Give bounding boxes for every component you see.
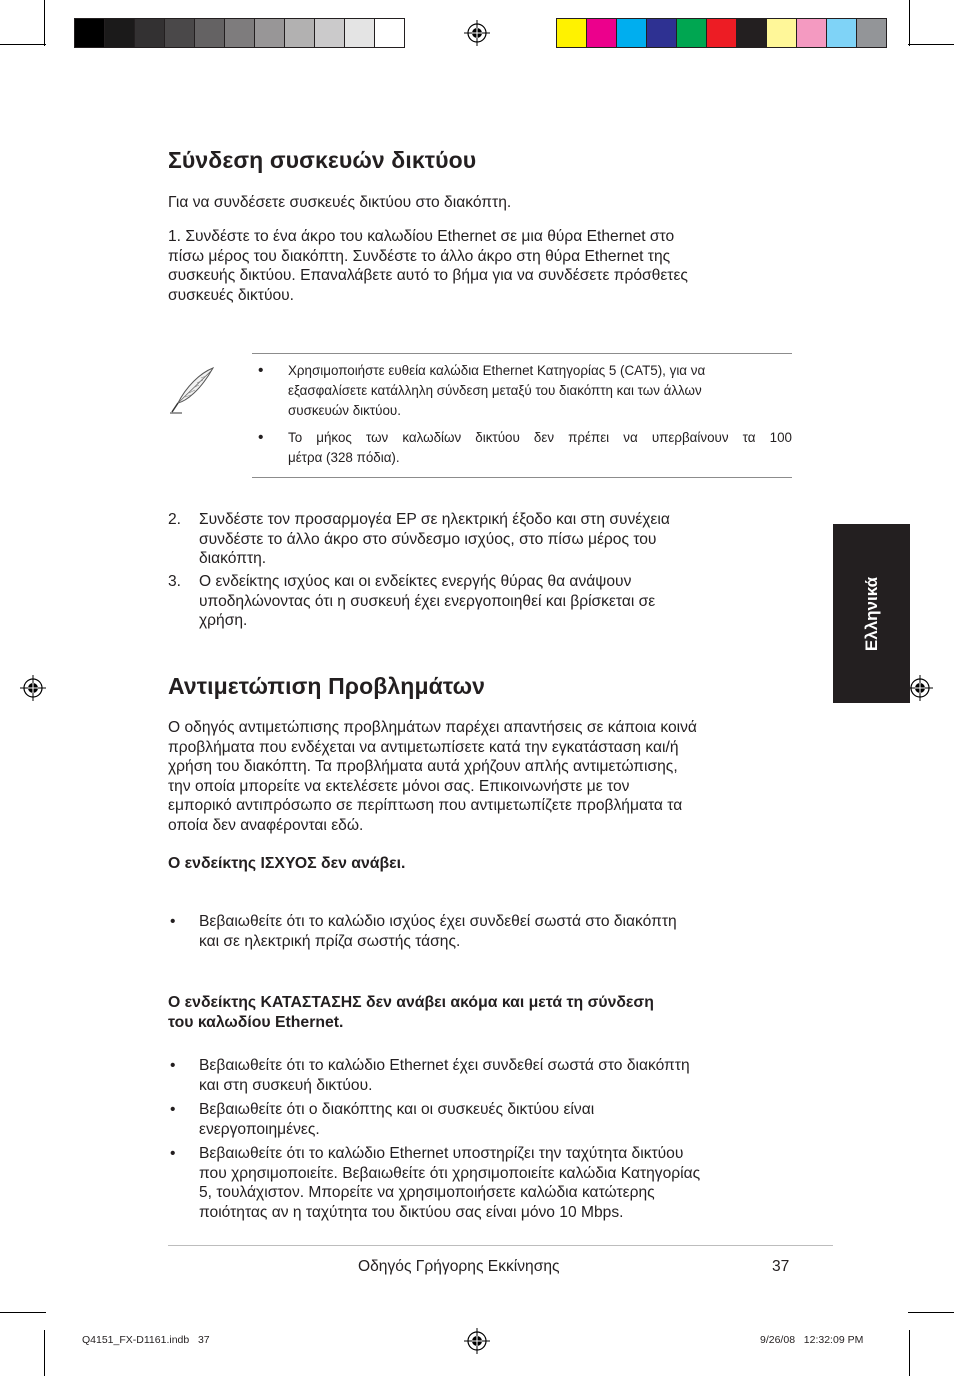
color-swatch (796, 19, 826, 47)
section-intro: Για να συνδέσετε συσκευές δικτύου στο διακόπτη. (168, 194, 512, 211)
crop-mark (909, 0, 910, 46)
note-bullet-glyph: • (258, 429, 264, 446)
language-label: Ελληνικά (861, 576, 881, 651)
gray-swatch (284, 19, 314, 47)
registration-target-icon (20, 675, 46, 701)
color-swatch (586, 19, 616, 47)
gray-swatch (104, 19, 134, 47)
registration-target-icon (464, 1328, 490, 1354)
problem2-bullet-3: Βεβαιωθείτε ότι το καλώδιο Ethernet υποστηρίζει την ταχύτητα δικτύου που χρησιμοποιείτε. Βεβαιωθείτε ότι χρησιμοποιείτε καλώδια Κατηγορίας 5, τουλάχιστον. Μπορείτε να χρησιμοποιήσετε καλώδια κατώτερης ποιότητας αν η ταχύτητα του δικτύου σας είναι μόνο 10 Mbps. (199, 1145, 701, 1221)
step-2: Συνδέστε τον προσαρμογέα ΕΡ σε ηλεκτρική έξοδο και στη συνέχεια συνδέστε το άλλο άκρο στο σύνδεσμο ισχύος, στο πίσω μέρος του διακόπτη. (199, 511, 670, 567)
bullet-glyph: • (170, 1057, 176, 1074)
gray-swatch (194, 19, 224, 47)
bullet-glyph: • (170, 1101, 176, 1118)
color-bar (556, 18, 887, 48)
bullet-glyph: • (170, 913, 176, 930)
note-bullet-2: Το μήκος των καλωδίων δικτύου δεν πρέπει να υπερβαίνουν τα 100 μέτρα (328 πόδια). (288, 430, 792, 465)
color-swatch (826, 19, 856, 47)
crop-mark (908, 1312, 954, 1313)
problem-title-status: Ο ενδείκτης ΚΑΤΑΣΤΑΣΗΣ δεν ανάβει ακόμα και μετά τη σύνδεση του καλωδίου Ethernet. (168, 994, 654, 1031)
problem2-bullet-2: Βεβαιωθείτε ότι ο διακόπτης και οι συσκευές δικτύου είναι ενεργοποιημένες. (199, 1101, 595, 1138)
note-top-rule (252, 353, 792, 354)
crop-mark (908, 44, 954, 45)
color-swatch (676, 19, 706, 47)
gray-swatch (314, 19, 344, 47)
step-3: Ο ενδείκτης ισχύος και οι ενδείκτες ενεργής θύρας θα ανάψουν υποδηλώνοντας ότι η συσκευή έχει ενεργοποιηθεί και βρίσκεται σε χρήση. (199, 573, 656, 629)
registration-target-icon (464, 20, 490, 46)
section-title-network-devices: Σύνδεση συσκευών δικτύου (168, 147, 477, 173)
color-swatch (646, 19, 676, 47)
troubleshooting-intro: Ο οδηγός αντιμετώπισης προβλημάτων παρέχει απαντήσεις σε κάποια κοινά προβλήματα που ενδέχεται να αντιμετωπίσετε κατά την εγκατάσταση και/ή χρήση του διακόπτη. Τα προβλήματα αυτά χρήζουν απλής αντιμετώπισης, την οποία μπορείτε να εκτελέσετε μόνοι σας. Επικοινωνήστε με τον εμπορικό αντιπρόσωπο σε περίπτωση που αντιμετωπίζετε προβλήματα τα οποία δεν αναφέρονται εδώ. (168, 719, 697, 834)
gray-swatch (134, 19, 164, 47)
crop-mark (0, 44, 46, 45)
gray-swatch (254, 19, 284, 47)
note-bottom-rule (252, 477, 792, 478)
color-swatch (616, 19, 646, 47)
section-title-troubleshooting: Αντιμετώπιση Προβλημάτων (168, 673, 485, 699)
color-swatch (557, 19, 586, 47)
slug-file-name: Q4151_FX-D1161.indb 37 (82, 1334, 210, 1346)
crop-mark (44, 0, 45, 46)
problem2-bullet-1: Βεβαιωθείτε ότι το καλώδιο Ethernet έχει συνδεθεί σωστά στο διακόπτη και στη συσκευή δικτύου. (199, 1057, 690, 1094)
gray-swatch (75, 19, 104, 47)
slug-date-time: 9/26/08 12:32:09 PM (760, 1334, 864, 1346)
crop-mark (44, 1330, 45, 1376)
language-side-tab (833, 524, 910, 703)
crop-mark (0, 1312, 46, 1313)
color-swatch (856, 19, 886, 47)
color-swatch (706, 19, 736, 47)
color-swatch (736, 19, 766, 47)
color-swatch (766, 19, 796, 47)
page-number: 37 (772, 1258, 790, 1275)
problem-title-power: Ο ενδείκτης ΙΣΧΥΟΣ δεν ανάβει. (168, 855, 406, 872)
gray-scale-bar (74, 18, 405, 48)
gray-swatch (344, 19, 374, 47)
footer-guide-title: Οδηγός Γρήγορης Εκκίνησης (358, 1258, 560, 1275)
crop-mark (909, 1330, 910, 1376)
footer-rule (168, 1245, 833, 1246)
note-bullet-glyph: • (258, 362, 264, 379)
note-bullet-1: Χρησιμοποιήστε ευθεία καλώδια Ethernet Κατηγορίας 5 (CAT5), για να εξασφαλίσετε κατάλληλη σύνδεση μεταξύ του διακόπτη και των άλλων συσκευών δικτύου. (288, 363, 706, 418)
gray-swatch (374, 19, 404, 47)
step-1: 1. Συνδέστε το ένα άκρο του καλωδίου Ethernet σε μια θύρα Ethernet στο πίσω μέρος του διακόπτη. Συνδέστε το άλλο άκρο στη θύρα Ethernet της συσκευής δικτύου. Επαναλάβετε αυτό το βήμα για να συνδέσετε πρόσθετες συσκευές δικτύου. (168, 228, 688, 304)
registration-target-icon (907, 675, 933, 701)
bullet-glyph: • (170, 1145, 176, 1162)
step-number: 3. (168, 573, 182, 590)
quill-pen-icon (166, 365, 218, 417)
problem1-bullet-1: Βεβαιωθείτε ότι το καλώδιο ισχύος έχει συνδεθεί σωστά στο διακόπτη και σε ηλεκτρική πρίζα σωστής τάσης. (199, 913, 677, 950)
gray-swatch (224, 19, 254, 47)
gray-swatch (164, 19, 194, 47)
step-number: 2. (168, 511, 182, 528)
